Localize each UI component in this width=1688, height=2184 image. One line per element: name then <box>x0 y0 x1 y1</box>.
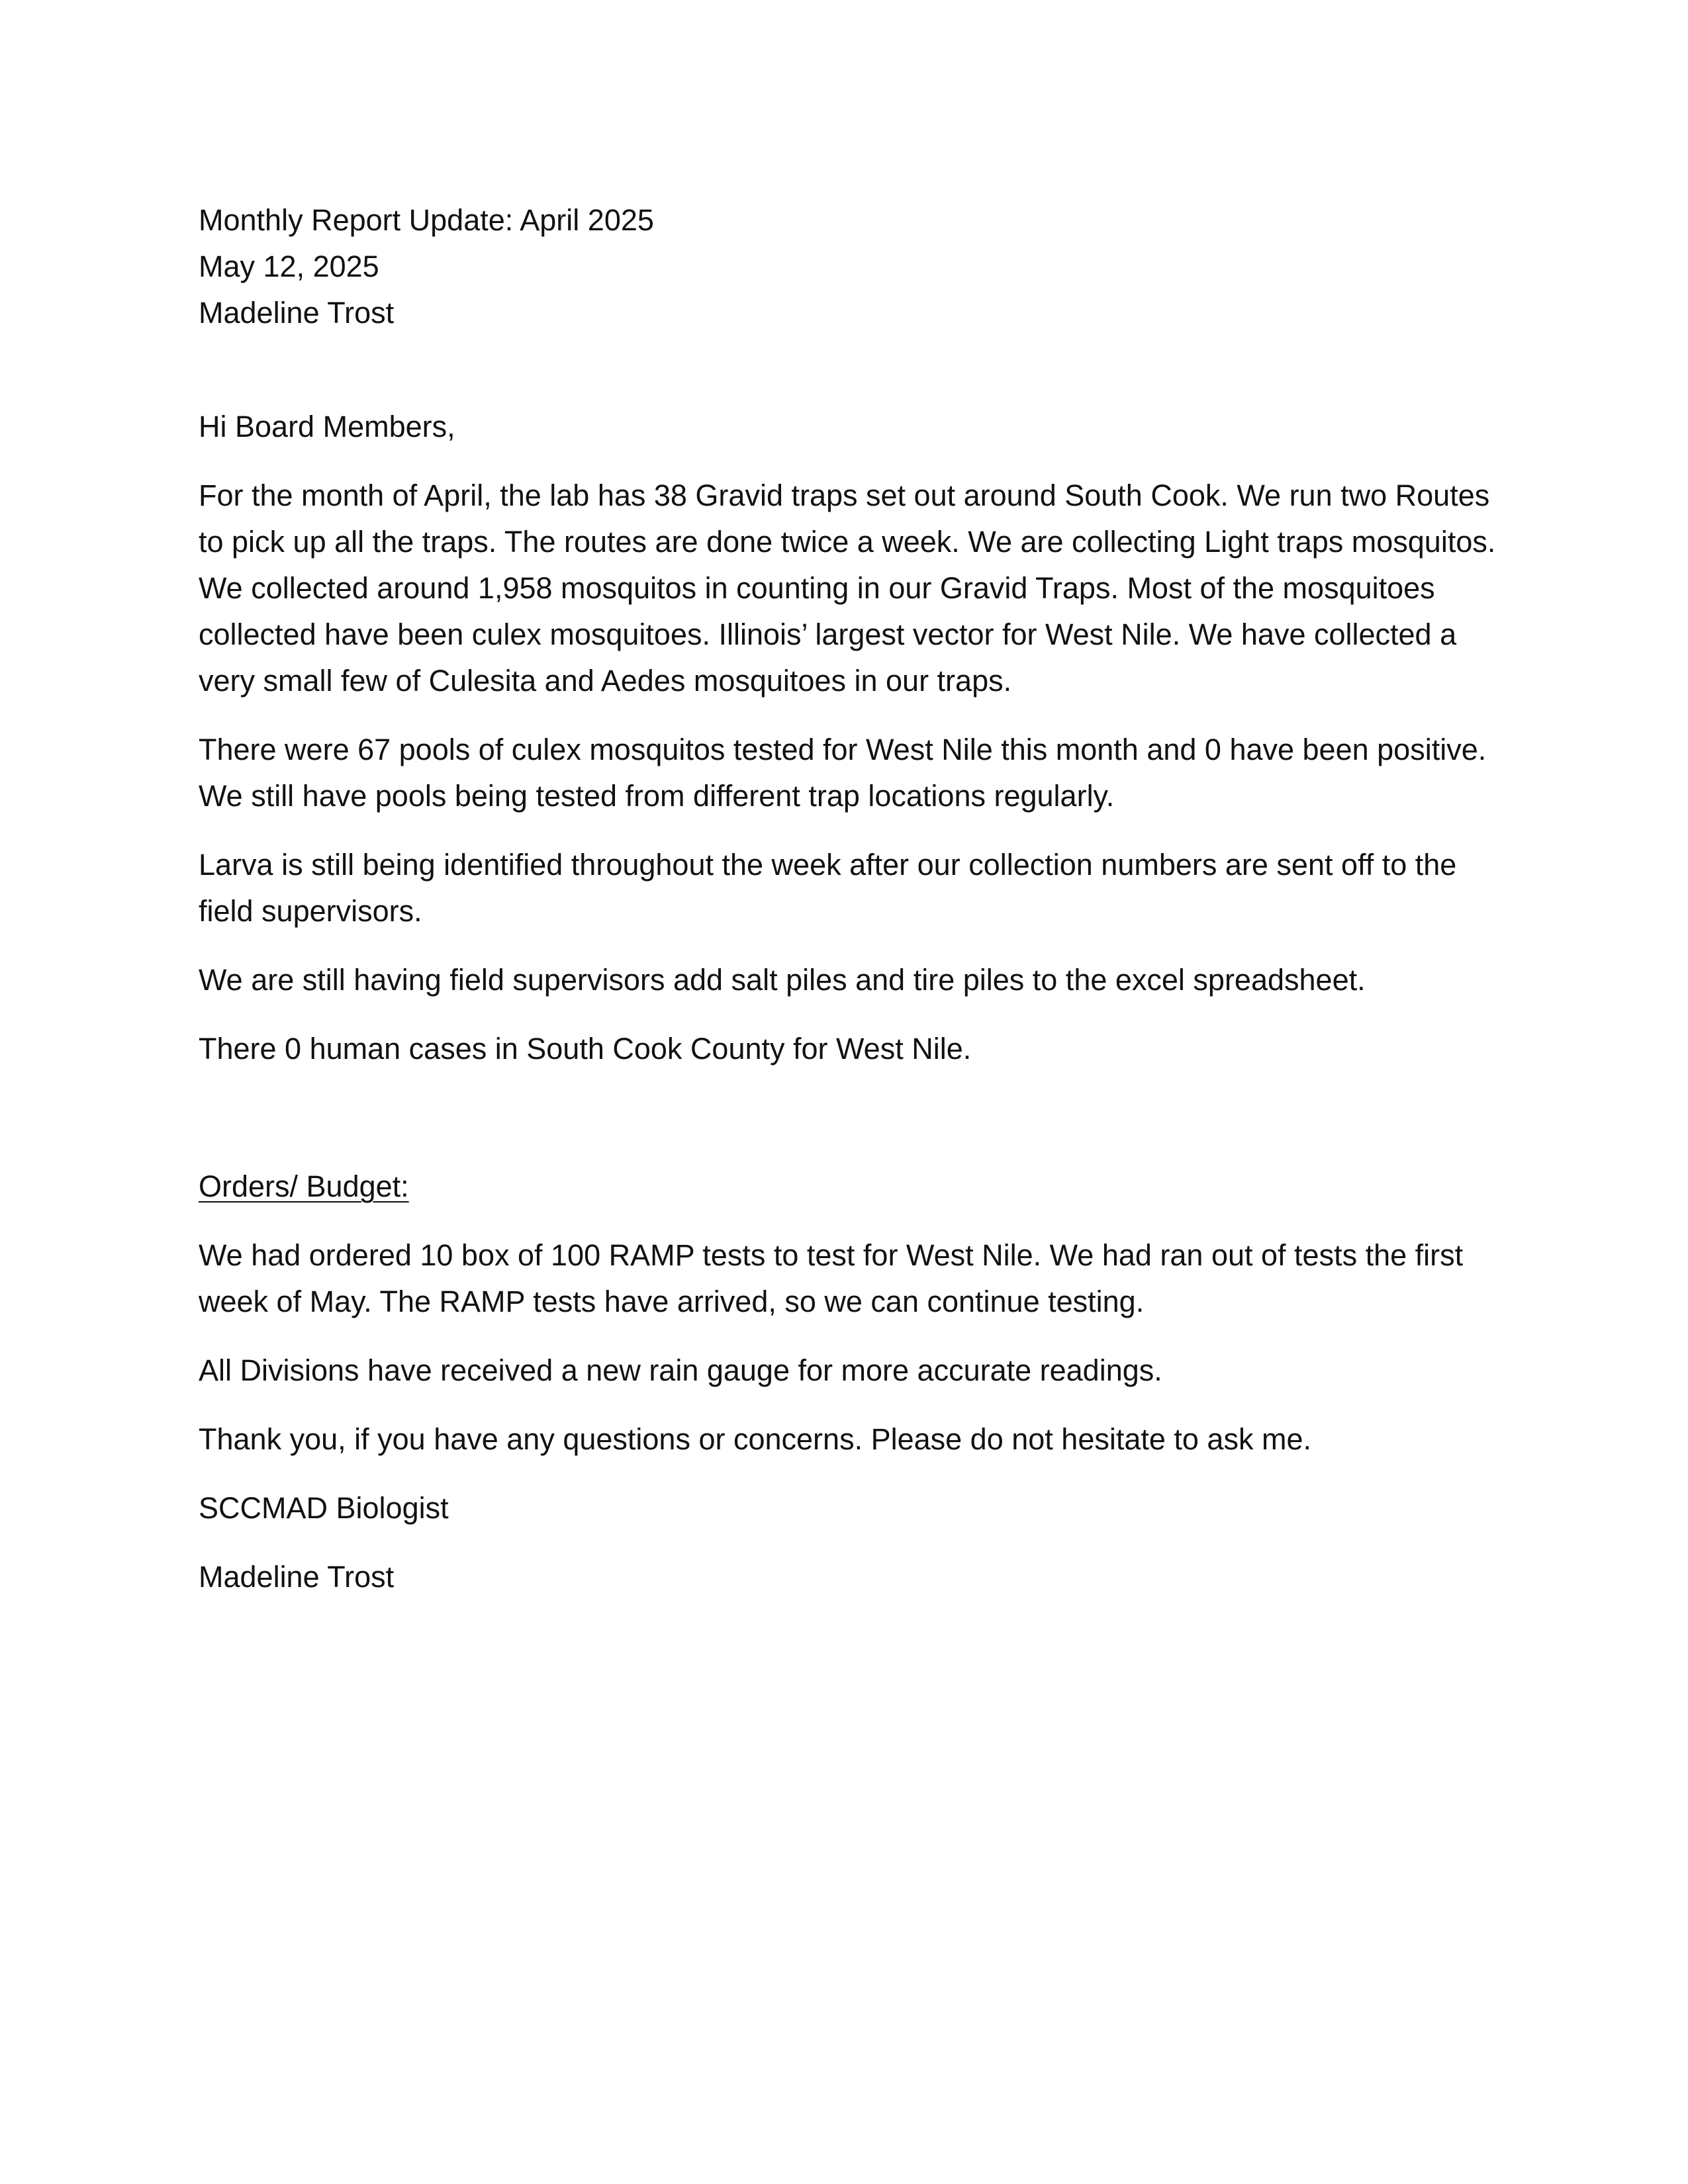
report-author: Madeline Trost <box>199 296 395 330</box>
signature-role: SCCMAD Biologist <box>199 1491 449 1525</box>
document-body <box>199 197 1496 1600</box>
paragraph-trap-collection: For the month of April, the lab has 38 Gravid traps set out around South Cook. We run two Routes to pick up all the traps. The routes are done twice a week. We are collecting Light traps mosquitos. We collected around 1,958 mosquitos in counting in our Gravid Traps. Most of the mosquitoes collected have been culex mosquitoes. Illinois’ largest vector for West Nile. We have collected a very small few of Culesita and Aedes mosquitoes in our traps. <box>199 478 1496 698</box>
paragraph-human-cases: There 0 human cases in South Cook County for West Nile. <box>199 1032 972 1066</box>
paragraph-spreadsheet: We are still having field supervisors add salt piles and tire piles to the excel spreadsheet. <box>199 963 1366 997</box>
paragraph-larva: Larva is still being identified throughout the week after our collection numbers are sent off to the field supervisors. <box>199 848 1457 928</box>
paragraph-ramp-tests: We had ordered 10 box of 100 RAMP tests to test for West Nile. We had ran out of tests the first week of May. The RAMP tests have arrived, so we can continue testing. <box>199 1238 1464 1318</box>
report-title: Monthly Report Update: April 2025 <box>199 203 654 237</box>
signature-name: Madeline Trost <box>199 1560 395 1594</box>
paragraph-pool-testing: There were 67 pools of culex mosquitos tested for West Nile this month and 0 have been positive. We still have pools being tested from different trap locations regularly. <box>199 733 1487 813</box>
report-date: May 12, 2025 <box>199 250 379 283</box>
paragraph-closing: Thank you, if you have any questions or concerns. Please do not hesitate to ask me. <box>199 1422 1311 1456</box>
orders-budget-heading: Orders/ Budget: <box>199 1169 409 1203</box>
greeting: Hi Board Members, <box>199 410 455 443</box>
paragraph-rain-gauge: All Divisions have received a new rain gauge for more accurate readings. <box>199 1353 1162 1387</box>
